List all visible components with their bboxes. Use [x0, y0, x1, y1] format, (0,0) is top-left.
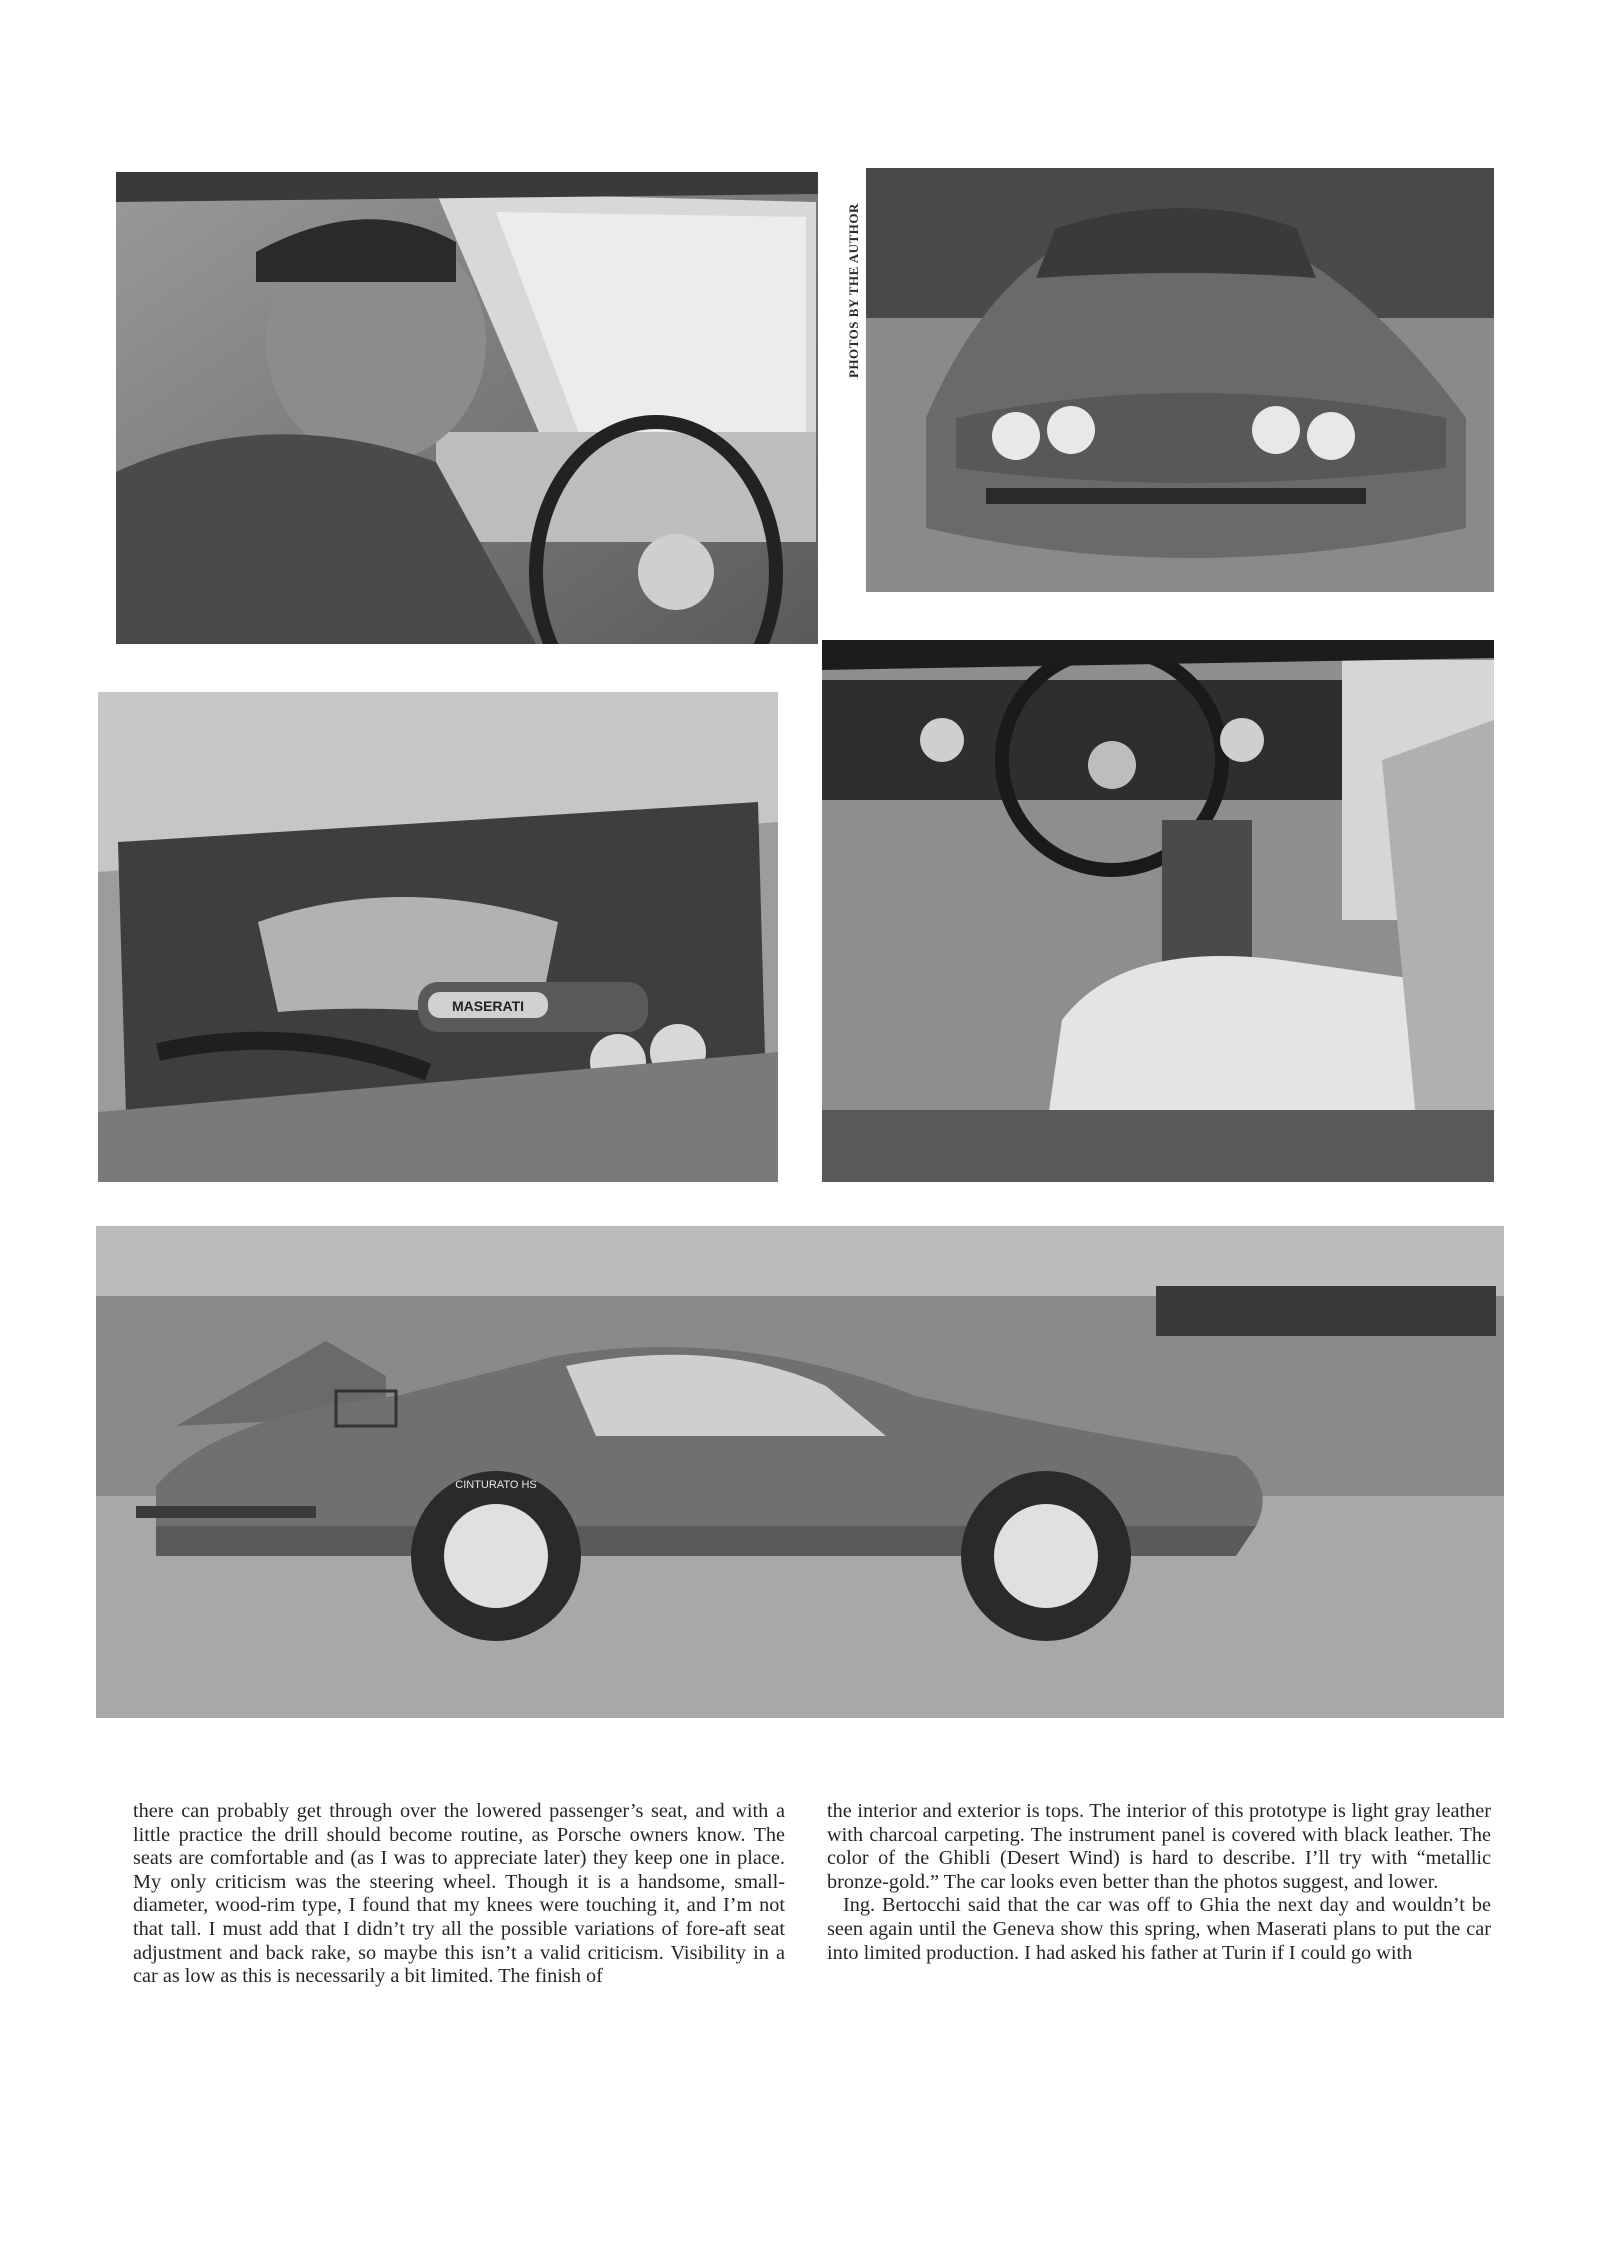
interior-photo-illustration — [822, 640, 1494, 1182]
article-paragraph: there can probably get through over the lowered passenger’s seat, and with a little practice the drill should become routine, as Porsche owners know. The seats are comfortable and (as I was to appreciate later) they keep one in place. My only criticism was the steering wheel. Though it is a handsome, small-diameter, wood-rim type, I found that my knees were touching it, and I’m not that tall. I must add that I didn’t try all the possible variations of fore-aft seat adjustment and back rake, so maybe this isn’t a valid criticism. Visibility in a car as low as this is necessarily a bit limited. The finish of — [133, 1800, 785, 1988]
engine-bay-photo-illustration — [98, 692, 778, 1182]
car-front-photo — [866, 168, 1494, 592]
tire-text: CINTURATO HS — [455, 1479, 537, 1491]
car-side-photo-illustration — [96, 1226, 1504, 1718]
article-column-left — [133, 1800, 785, 1989]
car-side-photo — [96, 1226, 1504, 1718]
interior-photo — [822, 640, 1494, 1182]
driver-photo — [116, 172, 818, 644]
driver-photo-illustration — [116, 172, 818, 644]
engine-bay-photo — [98, 692, 778, 1182]
car-front-photo-illustration — [866, 168, 1494, 592]
article-column-right — [827, 1800, 1491, 1965]
article-paragraph: the interior and exterior is tops. The interior of this prototype is light gray leather with charcoal carpeting. The instrument panel is covered with black leather. The color of the Ghibli (Desert Wind) is hard to describe. I’ll try with “metallic bronze-gold.” The car looks even better than the photos suggest, and lower. — [827, 1800, 1491, 1893]
engine-badge-text: MASERATI — [451, 998, 525, 1014]
article-paragraph: Ing. Bertocchi said that the car was off to Ghia the next day and wouldn’t be seen again until the Geneva show this spring, when Maserati plans to put the car into limited production. I had asked his father at Turin if I could go with — [827, 1894, 1491, 1964]
photo-credit: PHOTOS BY THE AUTHOR — [846, 203, 861, 378]
